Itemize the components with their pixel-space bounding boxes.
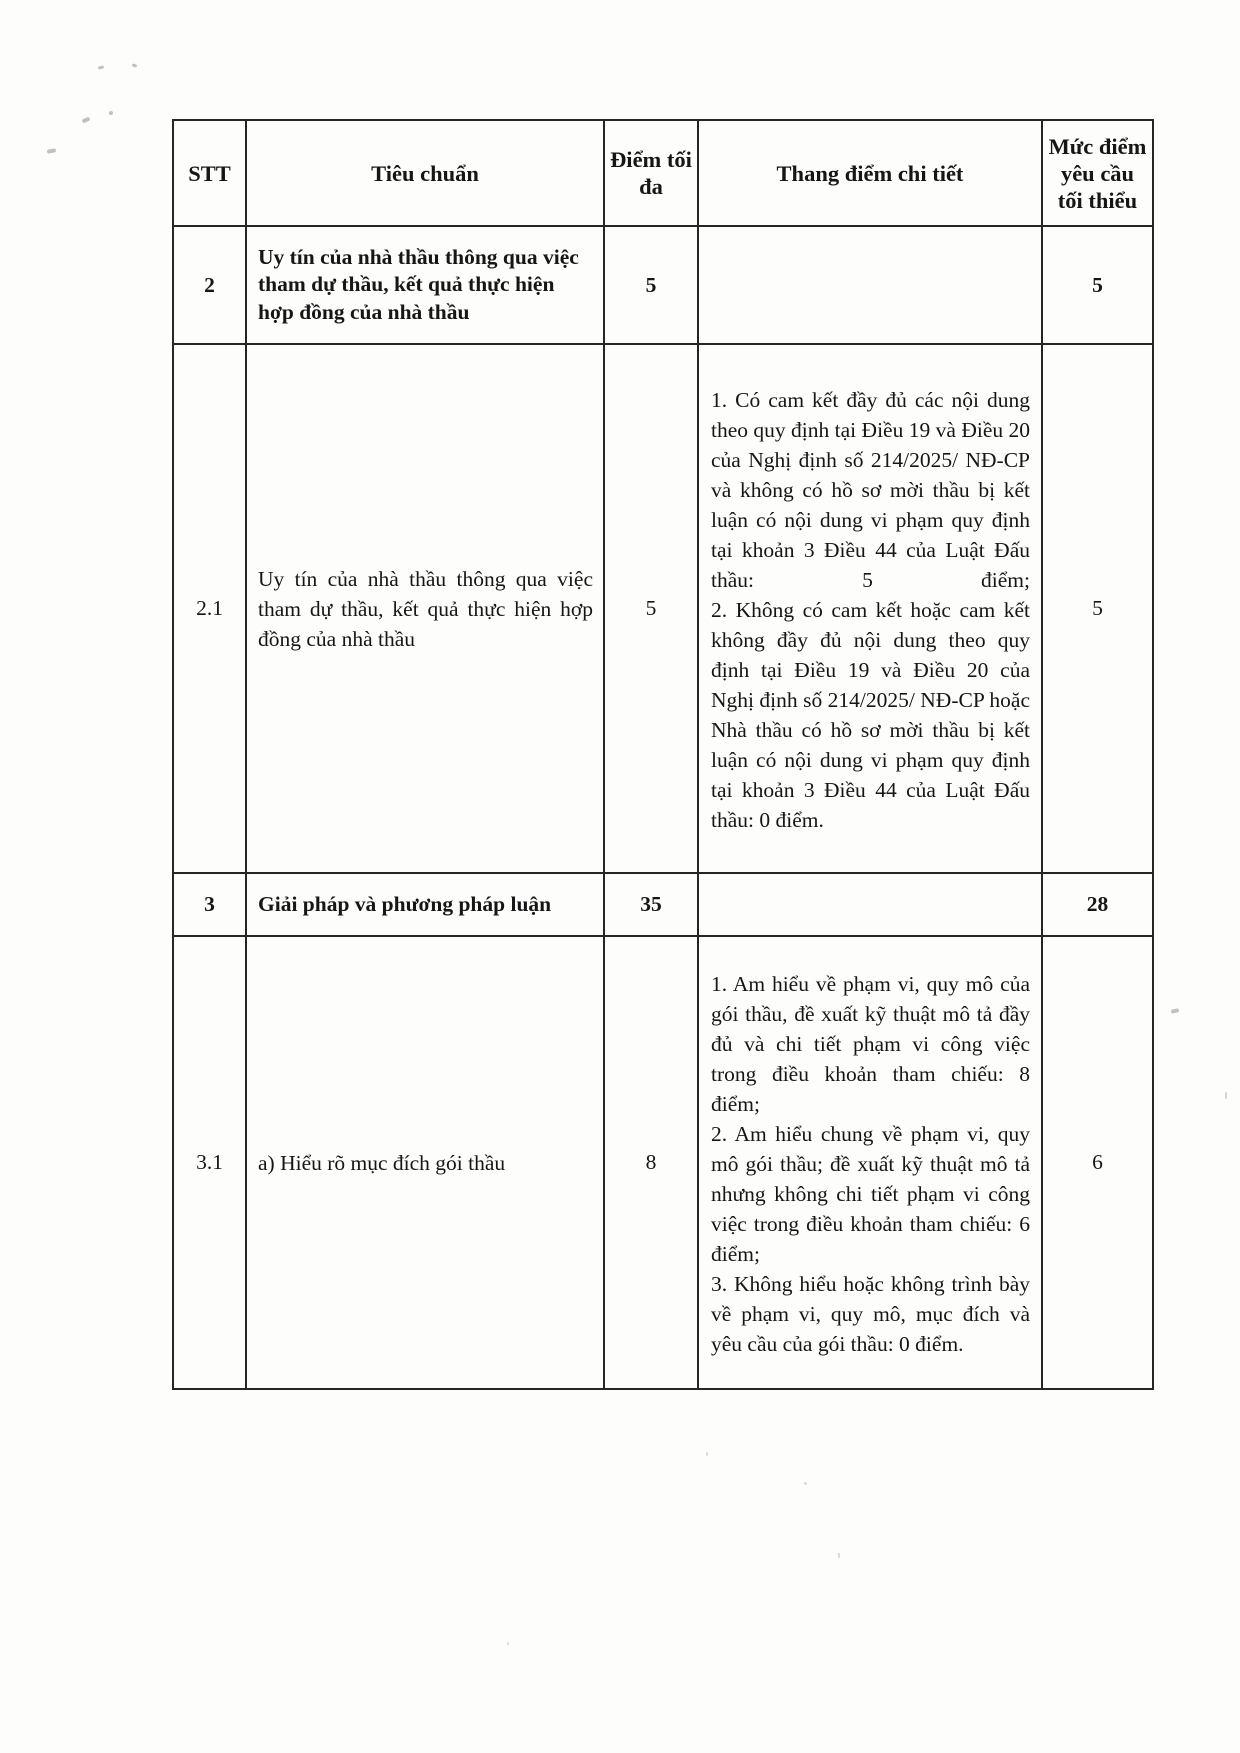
table-row — [173, 936, 1153, 1389]
table-row — [173, 344, 1153, 873]
table-row — [173, 226, 1153, 344]
scan-noise — [132, 63, 138, 68]
cell-max-score: 8 — [604, 936, 698, 1389]
cell-criteria: Giải pháp và phương pháp luận — [246, 873, 604, 936]
scale-item: 2. Không có cam kết hoặc cam kết không đầy đủ nội dung theo quy định tại Điều 19 và Điều 20 của Nghị định số 214/2025/ NĐ-CP hoặc Nhà thầu có hồ sơ mời thầu bị kết luận có nội dung vi phạm quy định tại khoản 3 Điều 44 của Luật Đấu thầu: 0 điểm. — [711, 598, 1030, 832]
cell-min-score: 6 — [1042, 936, 1153, 1389]
scan-noise — [838, 1553, 840, 1558]
scan-noise — [1225, 1092, 1227, 1099]
scan-noise — [706, 1452, 708, 1456]
scan-noise — [1171, 1008, 1180, 1014]
cell-scoring-scale — [698, 873, 1042, 936]
cell-max-score: 35 — [604, 873, 698, 936]
cell-scoring-scale — [698, 226, 1042, 344]
scan-noise — [109, 111, 113, 115]
header-min-score: Mức điểm yêu cầu tối thiểu — [1042, 120, 1153, 226]
cell-criteria: a) Hiểu rõ mục đích gói thầu — [246, 936, 604, 1389]
scan-noise — [82, 116, 91, 123]
scan-noise — [804, 1482, 807, 1485]
header-stt: STT — [173, 120, 246, 226]
table-header-row — [173, 120, 1153, 226]
scan-noise — [47, 148, 57, 154]
scale-item: 1. Am hiểu về phạm vi, quy mô của gói thầu, đề xuất kỹ thuật mô tả đầy đủ và chi tiết phạm vi công việc trong điều khoản tham chiếu: 8 điểm; — [711, 972, 1030, 1116]
cell-stt: 2 — [173, 226, 246, 344]
header-max-score: Điểm tối đa — [604, 120, 698, 226]
scale-item: 2. Am hiểu chung về phạm vi, quy mô gói thầu; đề xuất kỹ thuật mô tả nhưng không chi tiết phạm vi công việc trong điều khoản tham chiếu: 6 điểm; — [711, 1122, 1030, 1266]
evaluation-criteria-table — [172, 119, 1154, 1390]
cell-min-score: 5 — [1042, 226, 1153, 344]
scale-item: 1. Có cam kết đầy đủ các nội dung theo quy định tại Điều 19 và Điều 20 của Nghị định số 214/2025/ NĐ-CP và không có hồ sơ mời thầu bị kết luận có nội dung vi phạm quy định tại khoản 3 Điều 44 của Luật Đấu thầu: 5 điểm; — [711, 388, 1030, 592]
cell-criteria: Uy tín của nhà thầu thông qua việc tham dự thầu, kết quả thực hiện hợp đồng của nhà thầu — [246, 344, 604, 873]
cell-criteria: Uy tín của nhà thầu thông qua việc tham dự thầu, kết quả thực hiện hợp đồng của nhà thầu — [246, 226, 604, 344]
cell-scoring-scale — [698, 344, 1042, 873]
scan-noise — [507, 1642, 509, 1645]
cell-min-score: 5 — [1042, 344, 1153, 873]
cell-max-score: 5 — [604, 344, 698, 873]
scale-item: 3. Không hiểu hoặc không trình bày về phạm vi, quy mô, mục đích và yêu cầu của gói thầu: 0 điểm. — [711, 1272, 1030, 1356]
cell-stt: 3 — [173, 873, 246, 936]
cell-stt: 3.1 — [173, 936, 246, 1389]
header-criteria: Tiêu chuẩn — [246, 120, 604, 226]
cell-min-score: 28 — [1042, 873, 1153, 936]
header-scale: Thang điểm chi tiết — [698, 120, 1042, 226]
cell-scoring-scale — [698, 936, 1042, 1389]
cell-stt: 2.1 — [173, 344, 246, 873]
scan-noise — [98, 65, 105, 69]
table-row — [173, 873, 1153, 936]
cell-max-score: 5 — [604, 226, 698, 344]
